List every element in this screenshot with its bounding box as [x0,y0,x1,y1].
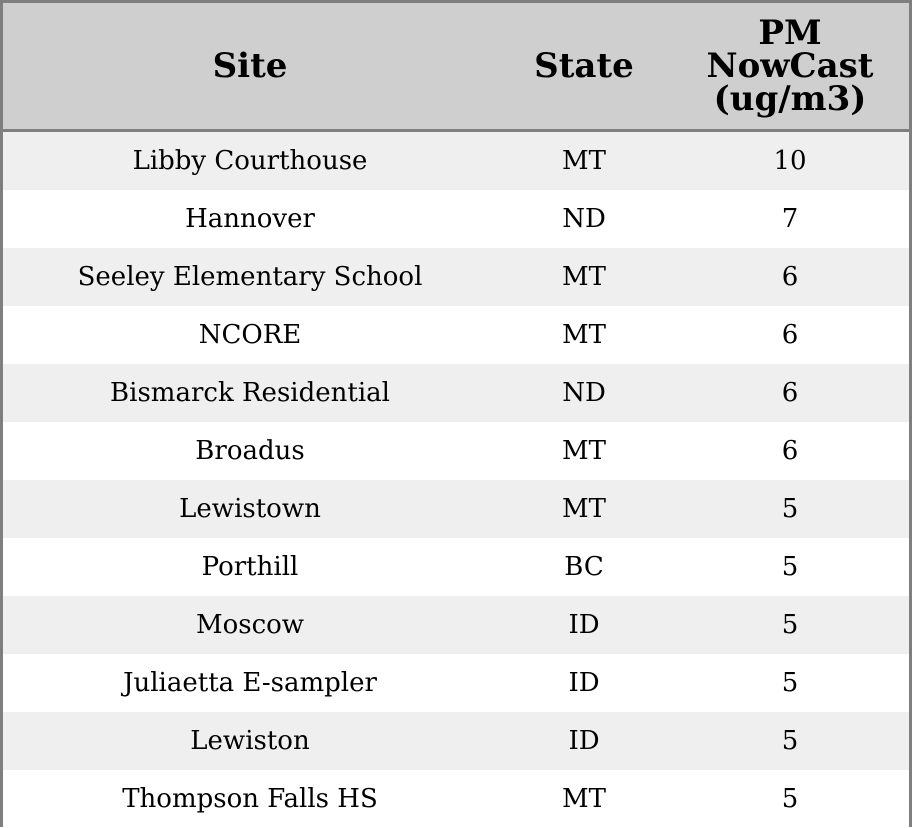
table-row [3,364,909,422]
table-row [3,132,909,190]
cell-site: Lewiston [190,726,310,756]
cell-site: Thompson Falls HS [122,784,378,814]
cell-pm-value: 5 [781,726,799,756]
cell-site: Hannover [185,204,315,234]
cell-state: MT [562,146,606,176]
table-row [3,422,909,480]
cell-site: Broadus [195,436,305,466]
cell-pm-value: 5 [781,610,799,640]
cell-state: MT [562,436,606,466]
cell-pm-value: 5 [781,668,799,698]
cell-pm-value: 6 [781,378,799,408]
table-row [3,480,909,538]
table-body [3,132,909,828]
table-row [3,248,909,306]
cell-pm-value: 5 [781,494,799,524]
cell-pm-value: 7 [781,204,799,234]
cell-pm-value: 6 [781,262,799,292]
header-site: Site [212,45,288,86]
cell-pm-value: 6 [781,320,799,350]
cell-site: Bismarck Residential [110,378,390,408]
table-row [3,654,909,712]
cell-site: Seeley Elementary School [77,262,423,292]
cell-state: ND [562,378,606,408]
cell-site: Juliaetta E-sampler [123,668,377,698]
cell-state: ID [568,726,600,756]
cell-pm-value: 5 [781,784,799,814]
cell-state: MT [562,784,606,814]
table-header [3,3,909,132]
header-pm-nowcast: PM NowCast (ug/m3) [706,12,874,119]
table-row [3,596,909,654]
cell-pm-value: 5 [781,552,799,582]
cell-site: Porthill [201,552,299,582]
cell-state: ID [568,610,600,640]
header-state: State [534,45,634,86]
cell-state: MT [562,494,606,524]
cell-state: MT [562,320,606,350]
cell-state: ND [562,204,606,234]
cell-site: NCORE [198,320,302,350]
cell-site: Libby Courthouse [132,146,368,176]
cell-site: Moscow [195,610,305,640]
cell-site: Lewistown [179,494,321,524]
table-row [3,712,909,770]
table-row [3,306,909,364]
cell-state: ID [568,668,600,698]
table-row [3,538,909,596]
table-row [3,190,909,248]
cell-pm-value: 10 [773,146,807,176]
cell-pm-value: 6 [781,436,799,466]
cell-state: MT [562,262,606,292]
cell-state: BC [564,552,604,582]
table-row [3,770,909,828]
